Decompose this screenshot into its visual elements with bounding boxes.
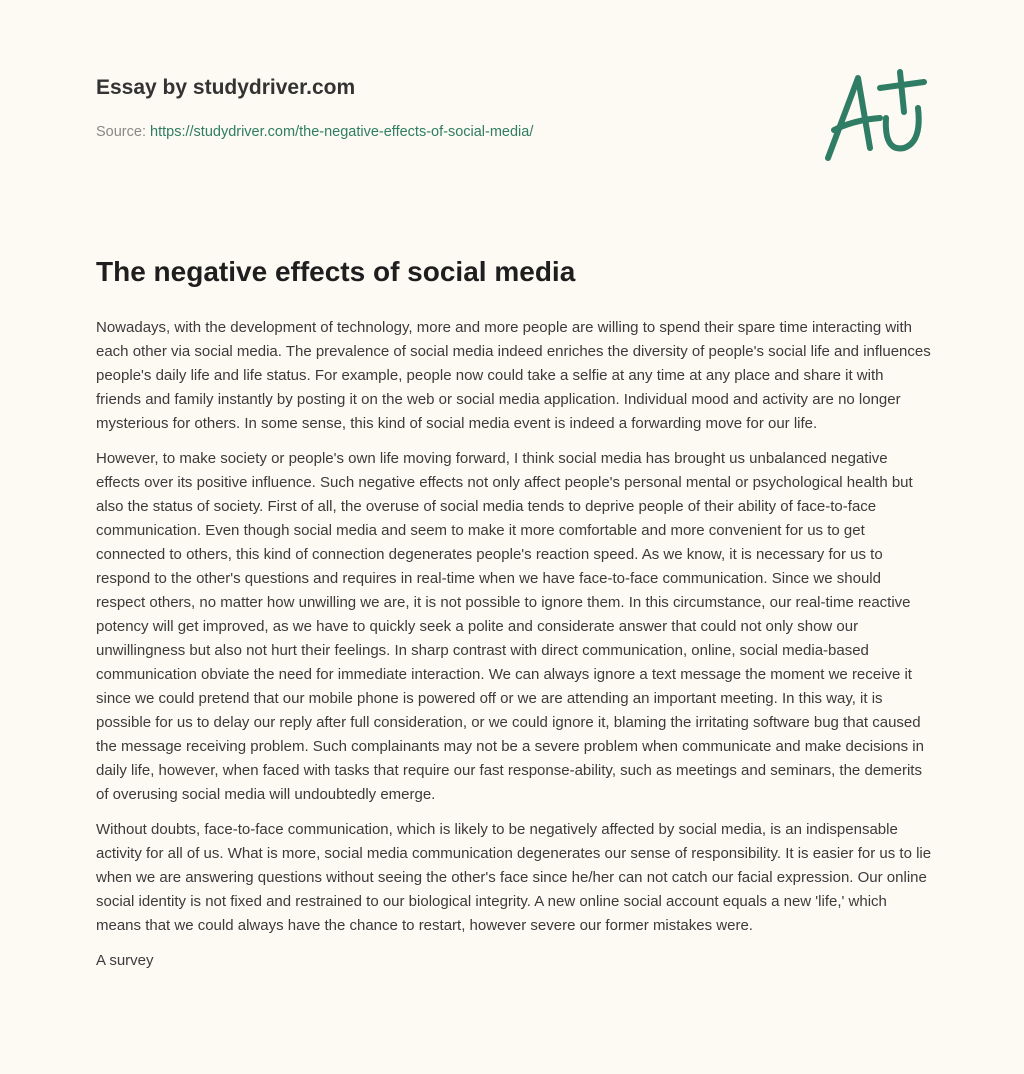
source-label: Source: (96, 124, 146, 140)
essay-body (96, 316, 932, 984)
site-title: Essay by studydriver.com (96, 76, 356, 99)
essay-paragraph: Nowadays, with the development of technology, more and more people are willing to spend their spare time interacting with each other via social media. The prevalence of social media indeed enriches the diversity of people's social life and influences people's daily life and life status. For example, people now could take a selfie at any time at any place and share it with friends and family instantly by posting it on the web or social media application. Individual mood and activity are no longer mysterious for others. In some sense, this kind of social media event is indeed a forwarding move for our life. (96, 319, 931, 432)
source-link[interactable]: https://studydriver.com/the-negative-effects-of-social-media/ (150, 124, 534, 140)
a-plus-logo-icon (820, 68, 930, 164)
essay-paragraph: However, to make society or people's own life moving forward, I think social media has brought us unbalanced negative effects over its positive influence. Such negative effects not only affect people's personal mental or psychological health but also the status of society. First of all, the overuse of social media tends to deprive people of their ability of face-to-face communication. Even though social media and seem to make it more comfortable and more convenient for us to get connected to others, this kind of connection degenerates people's reaction speed. As we know, it is necessary for us to respond to the other's questions and requires in real-time when we have face-to-face communication. Since we should respect others, no matter how unwilling we are, it is not possible to ignore them. In this circumstance, our real-time reactive potency will get improved, as we have to quickly seek a polite and considerate answer that could not only show our unwillingness but also not hurt their feelings. In sharp contrast with direct communication, online, social media-based communication obviate the need for immediate interaction. We can always ignore a text message the moment we receive it since we could pretend that our mobile phone is powered off or we are attending an important meeting. In this way, it is possible for us to delay our reply after full consideration, or we could ignore it, blaming the irritating software bug that caused the message receiving problem. Such complainants may not be a severe problem when communicate and make decisions in daily life, however, when faced with tasks that require our fast response-ability, such as meetings and seminars, the demerits of overusing social media will undoubtedly emerge. (96, 450, 924, 803)
essay-paragraph: Without doubts, face-to-face communication, which is likely to be negatively affected by social media, is an indispensable activity for all of us. What is more, social media communication degenerates our sense of responsibility. It is easier for us to lie when we are answering questions without seeing the other's face since he/her can not catch our facial expression. Our online social identity is not fixed and restrained to our biological integrity. A new online social account equals a new 'life,' which means that we could always have the chance to restart, however severe our former mistakes were. (96, 821, 932, 934)
essay-paragraph: A survey (96, 952, 154, 969)
essay-title: The negative effects of social media (96, 256, 576, 287)
source-line (96, 124, 533, 140)
